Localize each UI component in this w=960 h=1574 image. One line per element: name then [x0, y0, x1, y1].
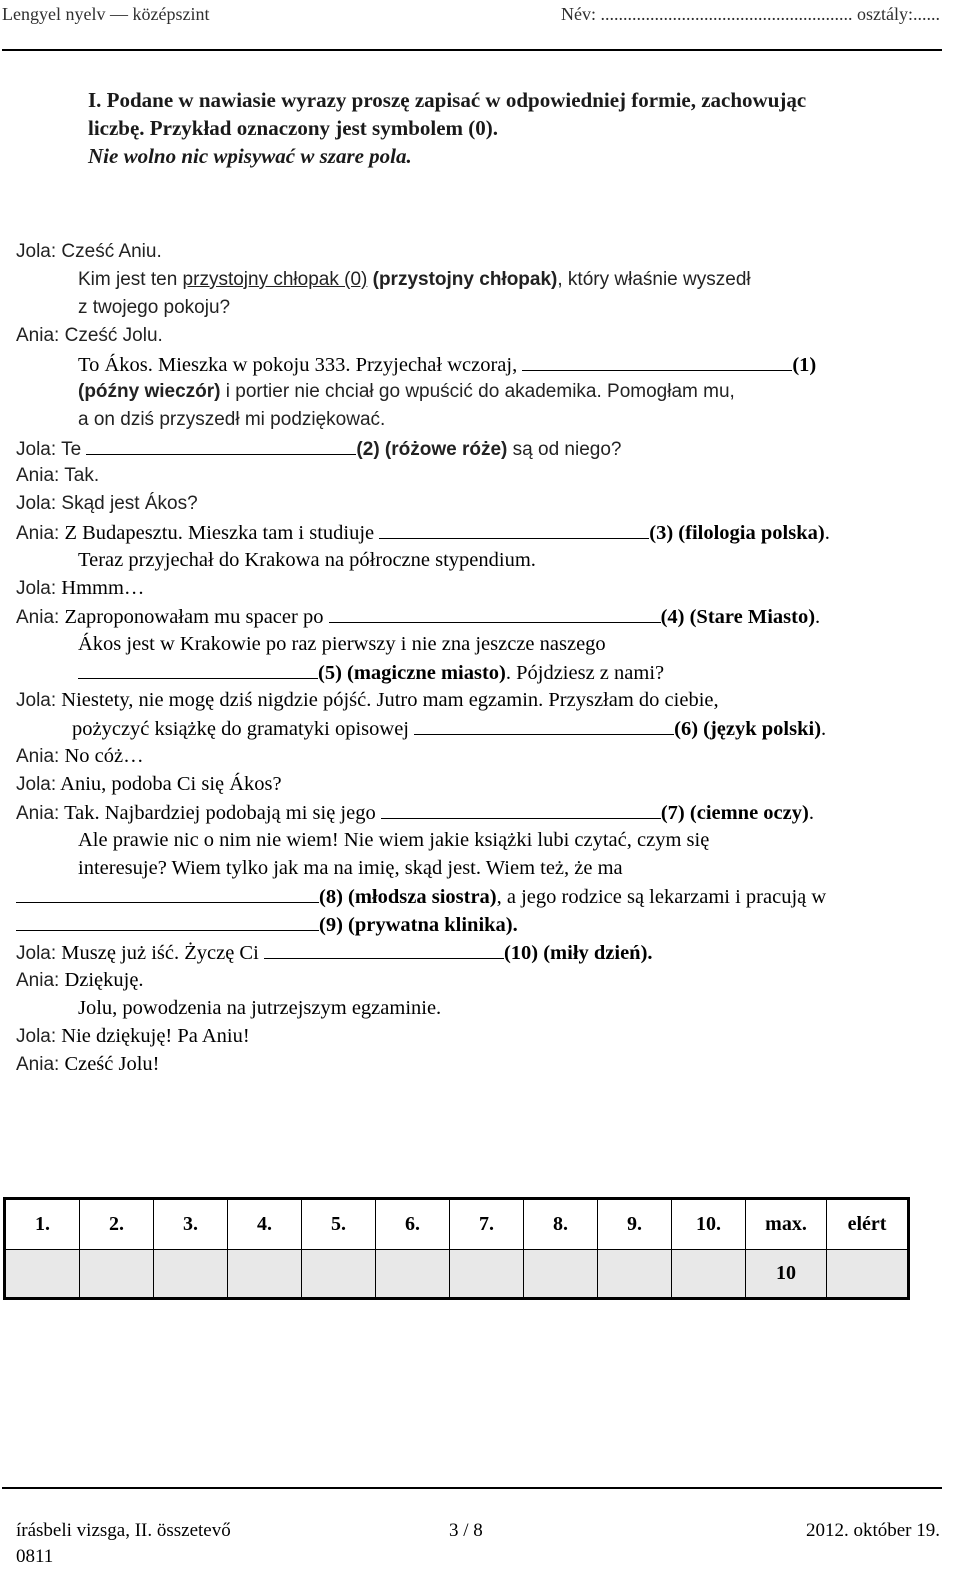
- score-header-cell: 1.: [5, 1199, 80, 1250]
- speaker-label: Jola:: [16, 774, 57, 795]
- footer-page-number: 3 / 8: [449, 1520, 483, 1541]
- speaker-label: Ania:: [16, 607, 60, 628]
- speaker-label: Jola:: [16, 943, 57, 964]
- dialogue-line: Jola: Hmmm…: [16, 577, 145, 599]
- footer-exam-part: írásbeli vizsga, II. összetevő: [16, 1520, 231, 1541]
- dialogue-line: z twojego pokoju?: [78, 297, 231, 318]
- speaker-label: Ania:: [16, 465, 60, 486]
- dialogue-line: Ania: Dziękuję.: [16, 969, 144, 991]
- dialogue-line: Jola: Cześć Aniu.: [16, 241, 162, 262]
- dialogue-line: Ákos jest w Krakowie po raz pierwszy i nie zna jeszcze naszego: [78, 633, 606, 655]
- speaker-label: Jola:: [16, 1026, 57, 1047]
- answer-blank-8[interactable]: [16, 882, 319, 903]
- score-cell-grey: [5, 1250, 80, 1299]
- footer-code: 0811: [16, 1546, 54, 1567]
- dialogue-line: (5) (magiczne miasto). Pójdziesz z nami?: [78, 658, 664, 686]
- answer-blank-6[interactable]: [414, 714, 674, 735]
- answer-blank-1[interactable]: [522, 350, 792, 371]
- score-max-value: 10: [746, 1250, 827, 1299]
- speaker-label: Ania:: [16, 746, 60, 767]
- score-header-cell: 2.: [80, 1199, 154, 1250]
- footer-divider: [2, 1487, 942, 1489]
- score-header-cell: 10.: [672, 1199, 746, 1250]
- speaker-label: Jola:: [16, 241, 57, 262]
- instruction-line-2: liczbę. Przykład oznaczony jest symbolem (0).: [88, 116, 499, 140]
- dialogue-line: To Ákos. Mieszka w pokoju 333. Przyjechał wczoraj, (1): [78, 350, 816, 378]
- dialogue-line: Kim jest ten przystojny chłopak (0) (przystojny chłopak), który właśnie wyszedł: [78, 269, 751, 290]
- page-header: [0, 4, 942, 28]
- dialogue-line: Jola: Aniu, podoba Ci się Ákos?: [16, 773, 282, 795]
- dialogue-line: Teraz przyjechał do Krakowa na półroczne stypendium.: [78, 549, 536, 571]
- dialogue-line: (9) (prywatna klinika).: [16, 910, 518, 938]
- speaker-label: Jola:: [16, 493, 57, 514]
- dialogue-line: Jola: Nie dziękuję! Pa Aniu!: [16, 1025, 250, 1047]
- header-subject: Lengyel nyelv — középszint: [2, 4, 210, 24]
- dialogue-line: Ania: Tak.: [16, 465, 100, 486]
- score-header-cell: 6.: [376, 1199, 450, 1250]
- speaker-label: Ania:: [16, 325, 60, 346]
- speaker-label: Ania:: [16, 1054, 60, 1075]
- score-header-cell: 8.: [524, 1199, 598, 1250]
- answer-blank-3[interactable]: [379, 518, 649, 539]
- speaker-label: Ania:: [16, 970, 60, 991]
- answer-blank-4[interactable]: [329, 602, 661, 623]
- dialogue-line: Jola: Te (2) (różowe róże) są od niego?: [16, 434, 621, 462]
- dialogue-line: (późny wieczór) i portier nie chciał go wpuścić do akademika. Pomogłam mu,: [78, 381, 735, 402]
- dialogue-line: Jola: Niestety, nie mogę dziś nigdzie pójść. Jutro mam egzamin. Przyszłam do ciebie,: [16, 689, 719, 711]
- speaker-label: Jola:: [16, 578, 57, 599]
- score-header-achieved: elért: [827, 1199, 909, 1250]
- dialogue-line: Ania: Cześć Jolu!: [16, 1053, 160, 1075]
- score-cell-grey: [598, 1250, 672, 1299]
- speaker-label: Jola:: [16, 439, 57, 460]
- dialogue-line: Jola: Muszę już iść. Życzę Ci (10) (miły dzień).: [16, 938, 653, 966]
- dialogue-line: Ania: No cóż…: [16, 745, 144, 767]
- answer-blank-2[interactable]: [86, 434, 356, 455]
- score-header-cell: 3.: [154, 1199, 228, 1250]
- score-header-cell: 4.: [228, 1199, 302, 1250]
- score-cell-grey: [228, 1250, 302, 1299]
- header-name-class: Név: ........................................................ osztály:......: [561, 4, 940, 24]
- answer-blank-10[interactable]: [264, 938, 504, 959]
- speaker-label: Ania:: [16, 523, 60, 544]
- score-header-cell: 7.: [450, 1199, 524, 1250]
- score-cell-grey: [154, 1250, 228, 1299]
- score-cell-grey: [524, 1250, 598, 1299]
- instruction-line-3: Nie wolno nic wpisywać w szare pola.: [88, 144, 412, 168]
- score-header-cell: 5.: [302, 1199, 376, 1250]
- score-achieved-value: [827, 1250, 909, 1299]
- score-cell-grey: [80, 1250, 154, 1299]
- score-cell-grey: [376, 1250, 450, 1299]
- answer-blank-5[interactable]: [78, 658, 318, 679]
- score-cell-grey: [672, 1250, 746, 1299]
- dialogue-line: pożyczyć książkę do gramatyki opisowej (6) (język polski).: [72, 714, 826, 742]
- footer-date: 2012. október 19.: [805, 1520, 940, 1541]
- score-cell-grey: [450, 1250, 524, 1299]
- header-divider: [2, 49, 942, 51]
- dialogue-line: interesuje? Wiem tylko jak ma na imię, skąd jest. Wiem też, że ma: [78, 857, 623, 879]
- dialogue-line: (8) (młodsza siostra), a jego rodzice są lekarzami i pracują w: [16, 882, 826, 910]
- dialogue-line: Ania: Z Budapesztu. Mieszka tam i studiuje (3) (filologia polska).: [16, 518, 830, 546]
- task-instructions: [88, 86, 938, 170]
- score-value-row: [5, 1250, 909, 1299]
- example-answer: przystojny chłopak (0): [182, 269, 368, 290]
- speaker-label: Jola:: [16, 690, 57, 711]
- dialogue-line: Ale prawie nic o nim nie wiem! Nie wiem jakie książki lubi czytać, czym się: [78, 829, 710, 851]
- dialogue-line: a on dziś przyszedł mi podziękować.: [78, 409, 386, 430]
- score-cell-grey: [302, 1250, 376, 1299]
- dialogue-line: Ania: Cześć Jolu.: [16, 325, 163, 346]
- score-header-row: [5, 1199, 909, 1250]
- score-header-max: max.: [746, 1199, 827, 1250]
- instruction-line-1: I. Podane w nawiasie wyrazy proszę zapisać w odpowiedniej formie, zachowując: [88, 88, 807, 112]
- answer-blank-9[interactable]: [16, 910, 319, 931]
- dialogue-line: Ania: Tak. Najbardziej podobają mi się jego (7) (ciemne oczy).: [16, 798, 814, 826]
- dialogue-line: Jola: Skąd jest Ákos?: [16, 493, 198, 514]
- answer-blank-7[interactable]: [381, 798, 661, 819]
- speaker-label: Ania:: [16, 803, 60, 824]
- dialogue-line: Ania: Zaproponowałam mu spacer po (4) (Stare Miasto).: [16, 602, 820, 630]
- score-header-cell: 9.: [598, 1199, 672, 1250]
- score-table: [3, 1197, 910, 1300]
- dialogue-line: Jolu, powodzenia na jutrzejszym egzaminie.: [78, 997, 442, 1019]
